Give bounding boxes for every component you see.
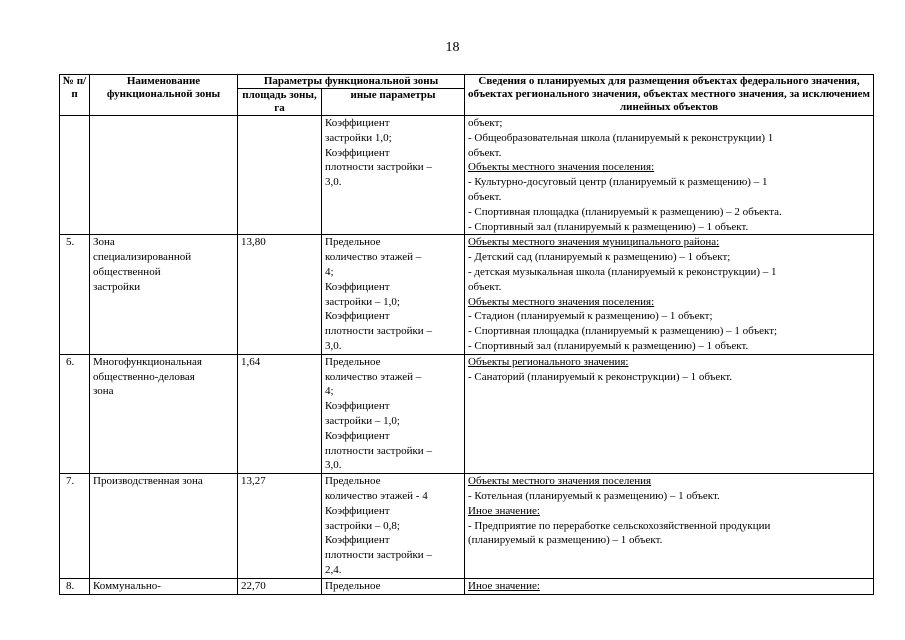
object-item: - Котельная (планируемый к размещению) – 1 объект.: [468, 489, 720, 502]
object-item: - Спортивная площадка (планируемый к размещению) – 2 объекта.: [468, 205, 782, 218]
zone-name-line: общественной: [93, 265, 161, 278]
header-zone-name: Наименование функциональной зоны: [90, 75, 238, 116]
param-line: Предельное: [325, 236, 381, 249]
param-line: 3,0.: [325, 176, 342, 189]
header-area: площадь зоны, га: [238, 89, 322, 116]
zone-name: [90, 354, 238, 473]
table-row: [60, 116, 874, 235]
objects-info: [465, 354, 874, 473]
header-num: № п/п: [60, 75, 90, 116]
param-line: Предельное: [325, 355, 381, 368]
object-item: - Общеобразовательная школа (планируемый к реконструкции) 1: [468, 131, 774, 144]
param-line: 4;: [325, 385, 334, 398]
objects-category: Объекты местного значения поселения:: [468, 161, 655, 174]
param-line: Коэффициент: [325, 429, 390, 442]
param-line: Коэффициент: [325, 146, 390, 159]
param-line: количество этажей –: [325, 370, 422, 383]
zone-params: [322, 474, 465, 579]
zone-name-line: Производственная зона: [93, 475, 203, 488]
objects-info: [465, 578, 874, 594]
objects-category: Объекты местного значения поселения:: [468, 295, 655, 308]
zone-name-line: общественно-деловая: [93, 370, 195, 383]
param-line: 3,0.: [325, 339, 342, 352]
param-line: застройки 1,0;: [325, 131, 392, 144]
zones-table: [59, 74, 874, 595]
row-number: [60, 116, 90, 235]
param-line: 4;: [325, 265, 334, 278]
param-line: Коэффициент: [325, 280, 390, 293]
param-line: Предельное: [325, 475, 381, 488]
param-line: количество этажей –: [325, 251, 422, 264]
zone-params: [322, 578, 465, 594]
table-row: [60, 474, 874, 579]
zone-area: 13,27: [238, 474, 322, 579]
object-item: - Спортивный зал (планируемый к размещению) – 1 объект.: [468, 339, 749, 352]
param-line: плотности застройки –: [325, 444, 432, 457]
table-row: [60, 578, 874, 594]
row-number: 8.: [60, 578, 90, 594]
objects-info: [465, 474, 874, 579]
object-item: объект.: [468, 280, 502, 293]
row-number: 6.: [60, 354, 90, 473]
param-line: 2,4.: [325, 563, 342, 576]
object-item: - Стадион (планируемый к размещению) – 1 объект;: [468, 310, 713, 323]
zone-name: [90, 578, 238, 594]
zone-params: [322, 116, 465, 235]
objects-category: Иное значение:: [468, 504, 540, 517]
objects-category: Иное значение:: [468, 579, 540, 592]
header-objects-info: Сведения о планируемых для размещения объектах федерального значения, объектах регионального значения, объектах местного значения, за исключением линейных объектов: [465, 75, 874, 116]
zone-name-line: Многофункциональная: [93, 355, 202, 368]
zone-area: 13,80: [238, 235, 322, 354]
objects-category: Объекты местного значения поселения: [468, 475, 652, 488]
object-item: - Санаторий (планируемый к реконструкции) – 1 объект.: [468, 370, 733, 383]
zone-name-line: зона: [93, 385, 114, 398]
param-line: плотности застройки –: [325, 549, 432, 562]
zone-area: 22,70: [238, 578, 322, 594]
objects-info: [465, 116, 874, 235]
object-item: - Предприятие по переработке сельскохозяйственной продукции: [468, 519, 771, 532]
param-line: количество этажей - 4: [325, 489, 428, 502]
objects-info: [465, 235, 874, 354]
object-item: объект.: [468, 146, 502, 159]
param-line: плотности застройки –: [325, 161, 432, 174]
zone-area: [238, 116, 322, 235]
object-item: - Детский сад (планируемый к размещению) – 1 объект;: [468, 251, 731, 264]
object-item: - Культурно-досуговый центр (планируемый к размещению) – 1: [468, 176, 768, 189]
object-item: - Спортивная площадка (планируемый к размещению) – 1 объект;: [468, 325, 778, 338]
zone-area: 1,64: [238, 354, 322, 473]
param-line: застройки – 1,0;: [325, 414, 400, 427]
zone-name-line: специализированной: [93, 251, 192, 264]
param-line: Коэффициент: [325, 310, 390, 323]
header-other-params: иные параметры: [322, 89, 465, 116]
zone-params: [322, 235, 465, 354]
header-zone-params: Параметры функциональной зоны: [238, 75, 465, 89]
page-number: 18: [445, 40, 460, 55]
zone-name-line: Зона: [93, 236, 115, 249]
zone-name-line: застройки: [93, 280, 141, 293]
row-number: 5.: [60, 235, 90, 354]
object-item: объект;: [468, 117, 503, 129]
table-body: [60, 116, 874, 595]
param-line: застройки – 1,0;: [325, 295, 400, 308]
param-line: 3,0.: [325, 459, 342, 472]
header-row: [60, 75, 874, 89]
param-line: Коэффициент: [325, 117, 390, 129]
param-line: застройки – 0,8;: [325, 519, 400, 532]
object-item: - детская музыкальная школа (планируемый к реконструкции) – 1: [468, 265, 777, 278]
param-line: плотности застройки –: [325, 325, 432, 338]
param-line: Предельное: [325, 579, 381, 592]
param-line: Коэффициент: [325, 504, 390, 517]
zone-name: [90, 235, 238, 354]
object-item: (планируемый к размещению) – 1 объект.: [468, 534, 663, 547]
object-item: объект.: [468, 190, 502, 203]
table-row: [60, 354, 874, 473]
objects-category: Объекты местного значения муниципального района:: [468, 236, 720, 249]
zone-params: [322, 354, 465, 473]
table-row: [60, 235, 874, 354]
zone-name: [90, 474, 238, 579]
object-item: - Спортивный зал (планируемый к размещению) – 1 объект.: [468, 220, 749, 233]
objects-category: Объекты регионального значения:: [468, 355, 629, 368]
row-number: 7.: [60, 474, 90, 579]
zone-name: [90, 116, 238, 235]
param-line: Коэффициент: [325, 534, 390, 547]
zone-name-line: Коммунально-: [93, 579, 161, 592]
param-line: Коэффициент: [325, 400, 390, 413]
